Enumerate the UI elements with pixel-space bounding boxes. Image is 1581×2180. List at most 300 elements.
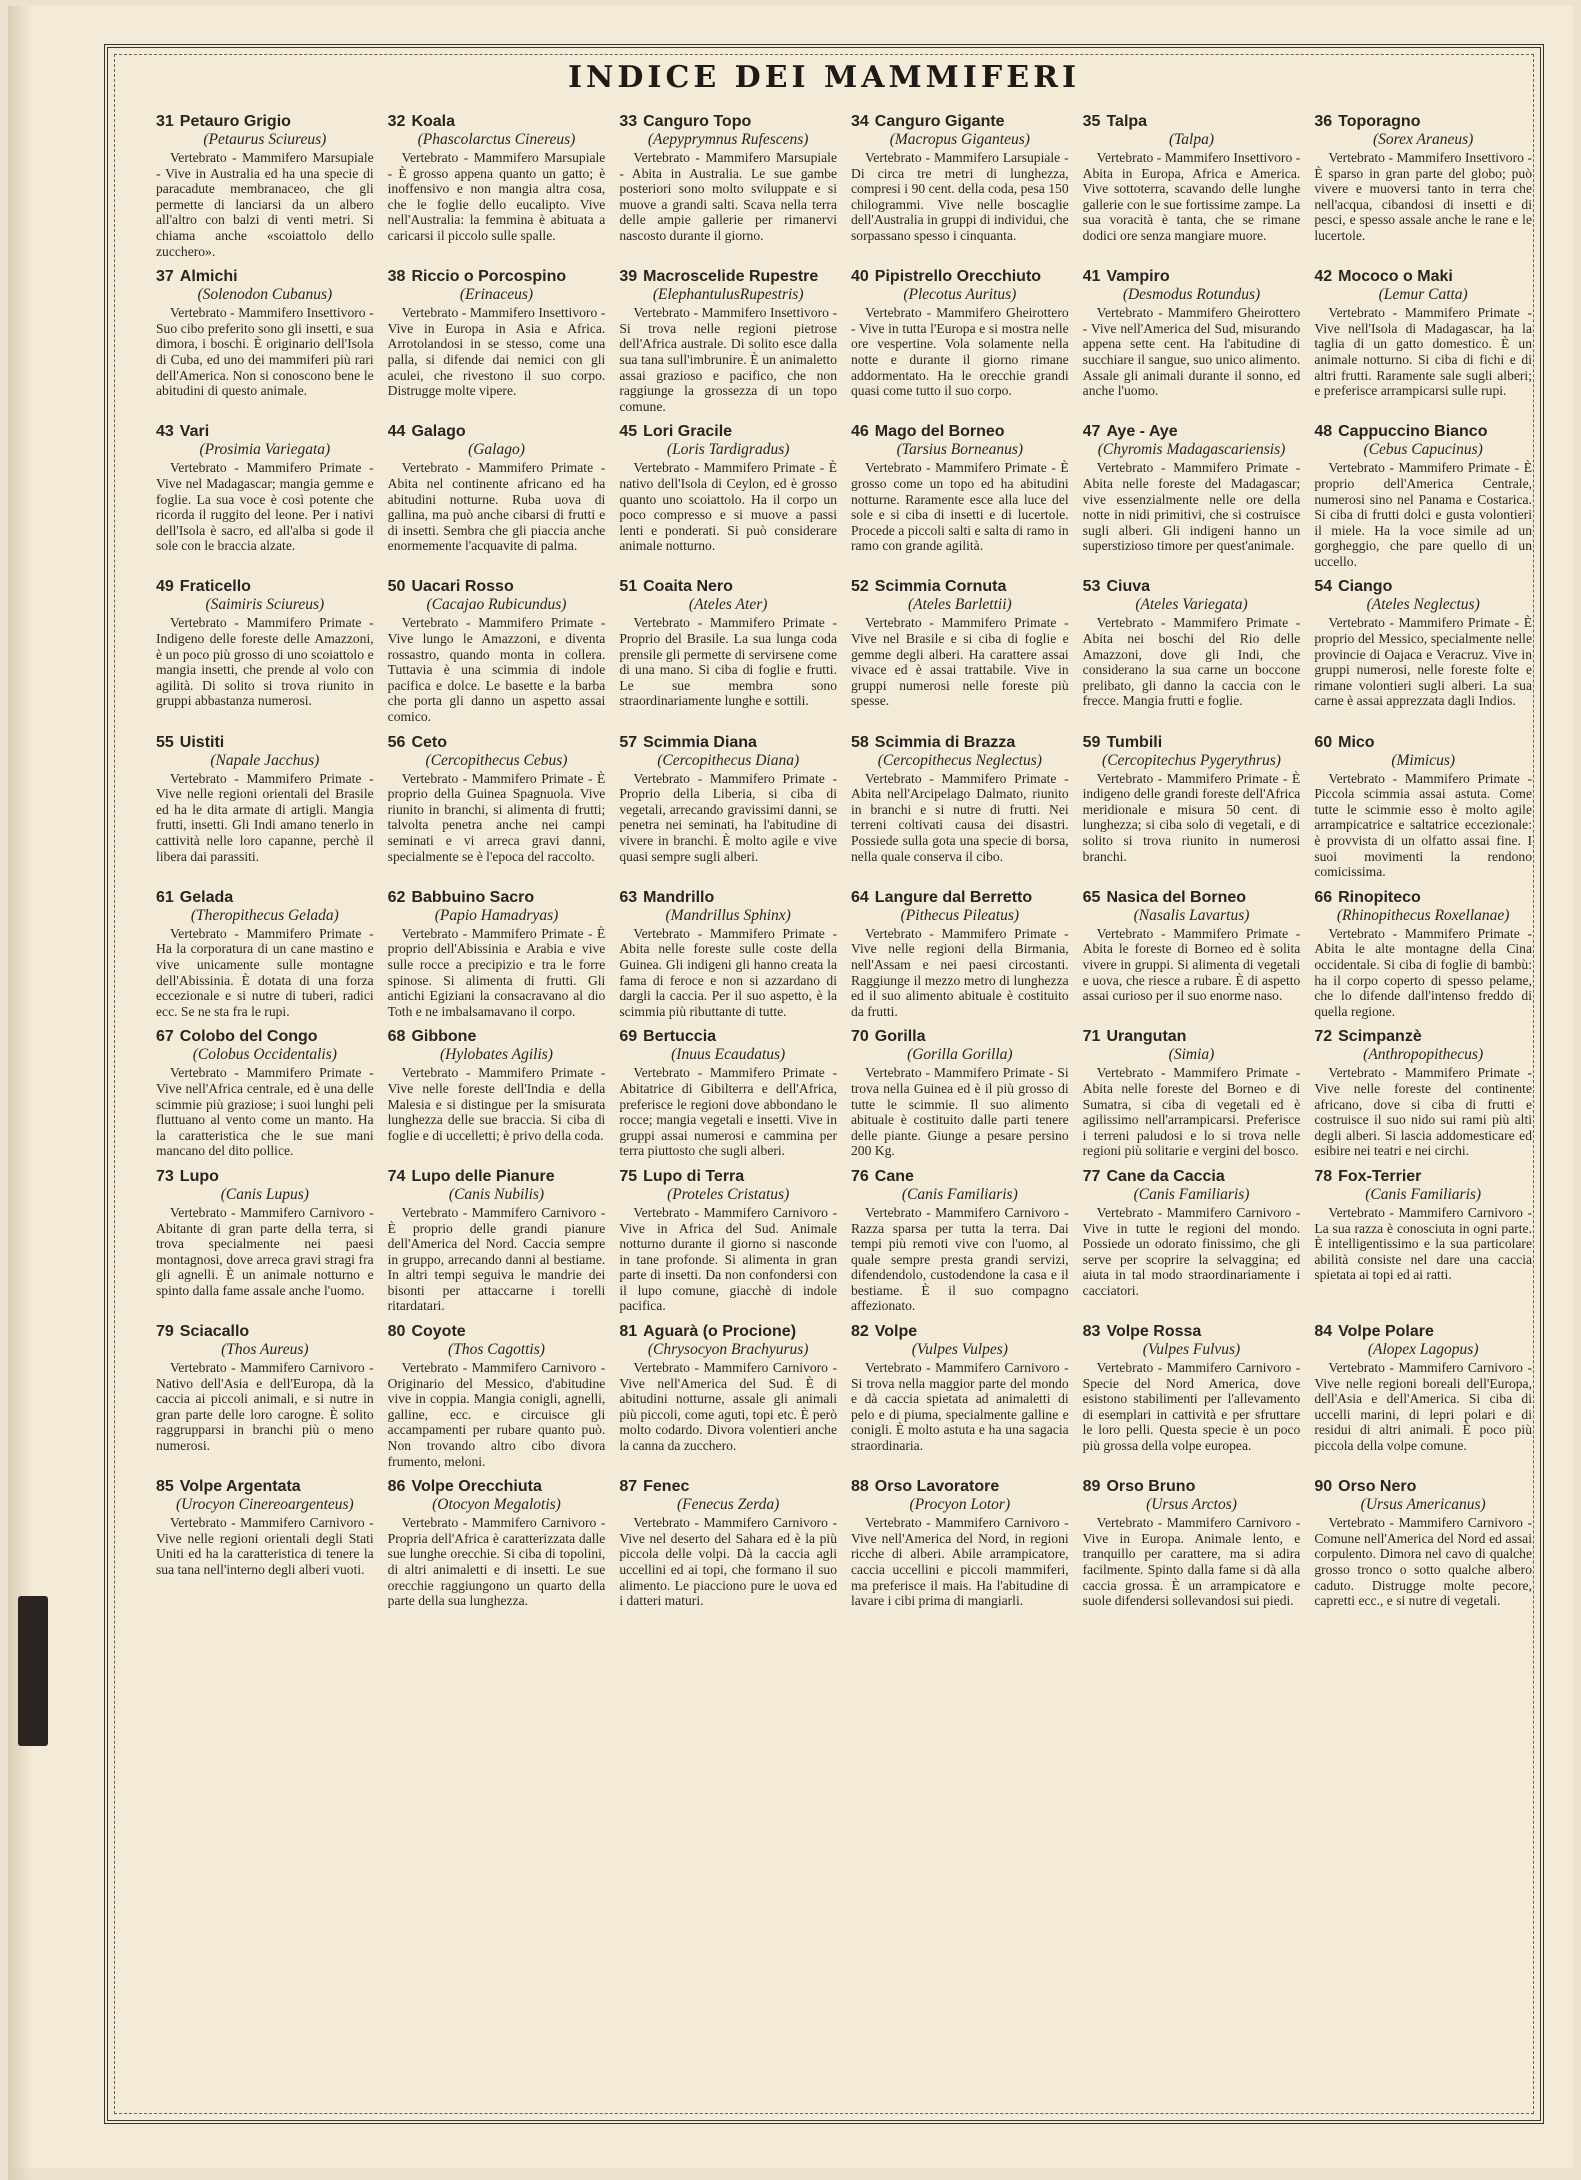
entry-title (619, 1027, 837, 1046)
entry-title (388, 112, 606, 131)
entry-title (1314, 1167, 1532, 1186)
mammal-entry (154, 1475, 376, 1613)
entry-title (388, 1167, 606, 1186)
entry-description: Vertebrato - Mammifero Marsupiale - Vive in Australia ed ha una specie di paracadute membranaceo, che gli permette di lanciarsi da un albero all'altro con balzi di venti metri. Si chiama anche «scoiattolo dello zucchero». (156, 150, 374, 259)
entry-title (1083, 1167, 1301, 1186)
entry-number: 34 (851, 113, 869, 130)
entry-number: 42 (1314, 268, 1333, 286)
entry-title (619, 1322, 837, 1341)
entry-description: Vertebrato - Mammifero Primate - Vive nel Madagascar; mangia gemme e foglie. La sua voce è così potente che ricorda il ruggito del leone. Per i nativi dell'Isola è sacro, ed all'alba si gode il sole con le braccia alzate. (156, 460, 374, 554)
mammal-entry (1081, 1165, 1303, 1318)
entry-common-name: Scimmia di Brazza (874, 733, 1016, 751)
entry-description: Vertebrato - Mammifero Insettivoro - Si trova nelle regioni pietrose dell'Africa australe. Di solito esce dalla sua tana sull'imbrunire. È un animaletto assai grazioso e pacifico, che non raggiunge la grossezza di un topo comune. (619, 305, 837, 414)
entry-title (851, 1167, 1069, 1186)
entry-number: 76 (851, 1167, 869, 1185)
entry-title (388, 577, 606, 596)
mammal-entry (1312, 265, 1534, 418)
mammal-entry (386, 420, 608, 573)
entry-common-name: Petauro Grigio (179, 113, 291, 130)
entry-common-name: Scimmia Diana (643, 733, 757, 751)
entry-latin-name: (Napale Jacchus) (210, 751, 320, 769)
entry-common-name: Talpa (1106, 113, 1148, 130)
tape-mark (18, 1596, 48, 1746)
entry-title (851, 1027, 1069, 1046)
entry-common-name: Tumbili (1106, 733, 1163, 751)
entry-title (388, 1477, 606, 1496)
entry-title (619, 733, 837, 752)
mammal-entry (617, 731, 839, 884)
entry-description: Vertebrato - Mammifero Primate - Ha la corporatura di un cane mastino e vive unicamente sulle montagne dell'Abissinia. È dotata di una forza eccezionale e si nutre di tuberi, radici ecc. Se ne sta fra le rupi. (156, 925, 374, 1019)
entry-number: 70 (851, 1028, 869, 1046)
entry-title (619, 112, 837, 131)
entry-common-name: Vampiro (1106, 268, 1170, 286)
entry-latin-name: (Thos Cagottis) (448, 1341, 545, 1359)
mammal-entry (154, 110, 376, 263)
entry-latin-name: (Hylobates Agilis) (440, 1046, 553, 1064)
entry-description: Vertebrato - Mammifero Primate - Vive nell'Isola di Madagascar, ha la taglia di un gatto domestico. È un animale notturno. Si ciba di fichi e di altri frutti. Raramente sale sugli alberi; e preferisce arrampicarsi sulle rupi. (1314, 305, 1532, 399)
entry-latin-name: (Anthropopithecus) (1363, 1046, 1484, 1064)
entry-number: 67 (156, 1028, 174, 1046)
mammal-entry (154, 420, 376, 573)
entry-title (1314, 577, 1532, 596)
mammal-entry (386, 886, 608, 1024)
entry-number: 36 (1314, 113, 1333, 130)
mammal-entry (154, 1165, 376, 1318)
entry-latin-name: (Phascolarctus Cinereus) (417, 131, 576, 148)
entry-number: 54 (1314, 578, 1333, 596)
entry-latin-name: (Procyon Lotor) (909, 1496, 1011, 1514)
entry-number: 56 (387, 733, 406, 751)
entry-number: 41 (1082, 268, 1101, 286)
entry-number: 64 (851, 888, 869, 906)
entry-description: Vertebrato - Mammifero Primate - Piccola scimmia assai astuta. Come tutte le scimmie esso è molto agile arrampicatrice e saltatrice eccezionale: è provvista di un olfatto assai fine. I suoi movimenti la rendono comicissima. (1314, 770, 1532, 880)
entry-common-name: Volpe Orecchiuta (411, 1478, 542, 1496)
entry-common-name: Ceto (411, 733, 448, 751)
entry-latin-name: (Ateles Variegata) (1135, 596, 1248, 614)
entry-latin-name: (Ursus Arctos) (1146, 1496, 1237, 1514)
entry-common-name: Langure dal Berretto (874, 888, 1033, 906)
entry-common-name: Riccio o Porcospino (411, 268, 567, 286)
entry-common-name: Volpe Polare (1338, 1323, 1434, 1341)
entry-title (1314, 267, 1532, 286)
mammal-entry (617, 110, 839, 263)
entry-number: 90 (1314, 1478, 1333, 1496)
entry-description: Vertebrato - Mammifero Primate - Abita le alte montagne della Cina occidentale. Si ciba di foglie di bambù: ha il corpo coperto di spesso pelame, che lo difende dall'intenso freddo di quella regione. (1314, 925, 1532, 1019)
entry-latin-name: (Desmodus Rotundus) (1122, 286, 1261, 304)
entry-title (619, 888, 837, 907)
mammal-entry (849, 575, 1071, 728)
entry-number: 65 (1082, 888, 1101, 906)
entry-title (1083, 1477, 1301, 1496)
entry-latin-name: (Ateles Barlettii) (907, 596, 1012, 614)
entry-common-name: Koala (411, 113, 456, 130)
entry-title (1083, 267, 1301, 286)
entry-title (156, 1322, 374, 1341)
entry-number: 85 (156, 1478, 174, 1496)
mammal-entry (386, 1025, 608, 1163)
entry-latin-name: (Galago) (468, 441, 525, 459)
entry-number: 37 (156, 268, 174, 286)
mammal-entry (1081, 575, 1303, 728)
entry-description: Vertebrato - Mammifero Primate - Vive nelle regioni della Birmania, nell'Assam e nei paesi circostanti. Raggiunge il mezzo metro di lunghezza ed il suo alimento abituale è costituito da frutti. (851, 925, 1069, 1019)
entry-title (388, 1322, 606, 1341)
entry-latin-name: (Otocyon Megalotis) (432, 1496, 561, 1514)
entry-latin-name: (Alopex Lagopus) (1367, 1341, 1479, 1359)
entry-description: Vertebrato - Mammifero Carnivoro - La sua razza è conosciuta in ogni parte. È intelligentissimo e la sua particolare abilità consiste nel dare una caccia spietata ai topi ed ai ratti. (1314, 1204, 1532, 1283)
entry-title (1083, 1322, 1301, 1341)
entry-common-name: Macroscelide Rupestre (643, 268, 819, 286)
entry-latin-name: (Mimicus) (1391, 751, 1456, 769)
entry-title (619, 577, 837, 596)
entry-description: Vertebrato - Mammifero Primate - È indigeno delle grandi foreste dell'Africa meridionale e misura 50 cent. di lunghezza; si ciba solo di vegetali, e di solito si trova riunito in numerosi branchi. (1082, 770, 1301, 864)
entry-description: Vertebrato - Mammifero Carnivoro - Vive nelle regioni orientali degli Stati Uniti ed ha la caratteristica di tenere la sua tana nell'interno degli alberi vuoti. (156, 1515, 374, 1577)
entry-number: 40 (851, 268, 869, 286)
entry-latin-name: (Colobus Occidentalis) (192, 1046, 337, 1064)
entry-number: 84 (1314, 1323, 1333, 1341)
entry-latin-name: (Cercopitechus Pygerythrus) (1102, 751, 1281, 769)
entry-common-name: Cane da Caccia (1106, 1167, 1225, 1185)
mammal-entry (617, 1165, 839, 1318)
mammal-entry (386, 1165, 608, 1318)
entry-number: 86 (387, 1478, 406, 1496)
entry-title (156, 1167, 374, 1186)
entry-latin-name: (Canis Familiaris) (1365, 1185, 1482, 1203)
entry-common-name: Cane (874, 1167, 914, 1185)
entry-title (851, 1322, 1069, 1341)
entry-common-name: Urangutan (1106, 1028, 1187, 1046)
entry-number: 63 (619, 888, 638, 906)
entry-description: Vertebrato - Mammifero Primate - Abita nelle foreste del Madagascar; vive essenzialmente nelle ore della notte in nidi primitivi, che si costruisce sugli alberi. Gli indigeni hanno un superstizioso timore per quest'animale. (1082, 460, 1301, 554)
entry-title (156, 733, 374, 752)
entry-title (1314, 1322, 1532, 1341)
mammal-entry (1312, 110, 1534, 263)
mammal-entry (617, 1025, 839, 1163)
entry-description: Vertebrato - Mammifero Marsupiale - È grosso appena quanto un gatto; è inoffensivo e non mangia altra cosa, che le foglie dello eucalipto. Vive nell'Australia: la femmina è abituata a caricarsi il piccolo sulle spalle. (387, 150, 606, 243)
entry-latin-name: (Canis Nubilis) (448, 1185, 545, 1203)
entry-latin-name: (Pithecus Pileatus) (900, 906, 1020, 924)
mammal-entry (386, 1320, 608, 1473)
entry-description: Vertebrato - Mammifero Carnivoro - Specie del Nord America, dove esistono stabilimenti per l'allevamento di esemplari in cattività e per sfruttare le loro pelli. Questa specie è un poco più grossa della volpe europea. (1082, 1360, 1301, 1454)
entry-number: 33 (619, 113, 638, 130)
entry-description: Vertebrato - Mammifero Primate - Abitatrice di Gibilterra e dell'Africa, preferisce le regioni dove abbondano le rocce; mangia vegetali e insetti. Vive in gruppi assai numerosi e cammina per terra piuttosto che sugli alberi. (619, 1065, 837, 1159)
entry-title (156, 267, 374, 286)
mammal-entry (1312, 575, 1534, 728)
entry-title (619, 1477, 837, 1496)
entry-description: Vertebrato - Mammifero Primate - È proprio dell'Abissinia e Arabia e vive sulle rocce a precipizio e tra le forre spinose. Si alimenta di frutti. Gli antichi Egiziani la consacravano al dio Toth e ne imbalsamavano il corpo. (387, 925, 606, 1019)
entry-description: Vertebrato - Mammifero Primate - Vive nelle foreste del continente africano, dove si ciba di frutti e costruisce il suo nido sui rami più alti degli alberi. Si lascia addomesticare ed esibire nei teatri e nei circhi. (1314, 1065, 1532, 1159)
mammal-entry (154, 886, 376, 1024)
entry-description: Vertebrato - Mammifero Gheirottero - Vive in tutta l'Europa e si mostra nelle ore vespertine. Vola solamente nella notte e durante il giorno rimane addormentato. Ha le orecchie grandi quasi come tutto il suo corpo. (851, 305, 1069, 399)
entry-latin-name: (Cebus Capucinus) (1363, 441, 1483, 459)
entry-description: Vertebrato - Mammifero Primate - Vive nell'Africa centrale, ed è una delle scimmie più graziose; i suoi lunghi peli fluttuano al vento come un manto. Ha la caratteristica che le sue mani mancano del dito pollice. (156, 1065, 374, 1159)
entry-common-name: Volpe (874, 1323, 918, 1341)
entry-number: 71 (1082, 1028, 1101, 1046)
entry-title (851, 888, 1069, 907)
entry-latin-name: (Cercopithecus Cebus) (425, 751, 568, 769)
entry-number: 81 (619, 1323, 638, 1341)
entry-title (1314, 112, 1532, 131)
entry-common-name: Aye - Aye (1106, 423, 1178, 441)
entry-common-name: Almichi (179, 268, 238, 286)
mammal-entry (617, 1475, 839, 1613)
entry-title (156, 888, 374, 907)
mammal-entry (1081, 1475, 1303, 1613)
entry-number: 39 (619, 268, 638, 286)
mammal-entry (386, 110, 608, 263)
entry-description: Vertebrato - Mammifero Carnivoro - Vive nel deserto del Sahara ed è la più piccola delle volpi. Dà la caccia agli uccellini ed ai topi, che formano il suo alimento. Le piacciono pure le uova ed i datteri maturi. (619, 1515, 837, 1609)
entry-latin-name: (Fenecus Zerda) (677, 1496, 780, 1514)
entry-common-name: Scimmia Cornuta (874, 578, 1007, 596)
entry-common-name: Mico (1338, 733, 1375, 751)
entry-title (851, 1477, 1069, 1496)
entry-number: 58 (851, 733, 869, 751)
entry-latin-name: (Saimiris Sciureus) (205, 596, 325, 614)
entry-number: 45 (619, 423, 638, 441)
mammal-entry (849, 420, 1071, 573)
mammal-entry (617, 886, 839, 1024)
entry-title (388, 888, 606, 907)
mammal-entry (849, 1475, 1071, 1613)
mammal-entry (154, 265, 376, 418)
entry-common-name: Colobo del Congo (179, 1028, 318, 1046)
entry-common-name: Toporagno (1338, 113, 1421, 130)
entry-number: 47 (1082, 423, 1101, 441)
entry-common-name: Canguro Gigante (874, 113, 1005, 130)
mammal-entry (1312, 1165, 1534, 1318)
entry-number: 57 (619, 733, 638, 751)
entry-latin-name: (Prosimia Variegata) (199, 441, 331, 459)
entry-common-name: Lupo delle Pianure (411, 1167, 555, 1185)
entry-latin-name: (Mandrillus Sphinx) (665, 906, 791, 924)
entry-latin-name: (Theropithecus Gelada) (190, 906, 339, 924)
entry-common-name: Nasica del Borneo (1106, 888, 1247, 906)
mammal-entry (154, 575, 376, 728)
entry-latin-name: (Proteles Cristatus) (667, 1185, 790, 1203)
entry-number: 61 (156, 888, 174, 906)
entry-common-name: Vari (179, 423, 210, 441)
entry-common-name: Fenec (643, 1478, 690, 1496)
entry-description: Vertebrato - Mammifero Primate - Abita nell'Arcipelago Dalmato, riunito in branchi e si nutre di frutti. Nei terreni coltivati causa dei disastri. Possiede sulla gota una specie di borsa, nella quale conserva il cibo. (851, 770, 1069, 864)
mammal-entry (849, 886, 1071, 1024)
entry-title (1083, 422, 1301, 441)
entry-description: Vertebrato - Mammifero Carnivoro - Nativo dell'Asia e dell'Europa, dà la caccia ai piccoli animali, e si nutre in gran parte delle loro carogne. È solito raggrupparsi in branchi più o meno numerosi. (156, 1360, 374, 1454)
entry-description: Vertebrato - Mammifero Primate - Vive nelle foreste dell'India e della Malesia e si distingue per la smisurata lunghezza delle sue braccia. Si ciba di foglie e di uccelletti; è privo della coda. (387, 1065, 606, 1143)
mammal-entry (849, 1165, 1071, 1318)
entry-description: Vertebrato - Mammifero Primate - È grosso come un topo ed ha abitudini notturne. Raramente esce alla luce del sole e si ciba di insetti e di lucertole. Procede a piccoli salti e salta di ramo in ramo con grande agilità. (851, 460, 1069, 554)
entry-common-name: Rinopiteco (1338, 888, 1421, 906)
entry-latin-name: (Ateles Ater) (688, 596, 768, 614)
entry-number: 53 (1082, 578, 1101, 596)
mammal-entry (1312, 1320, 1534, 1473)
entry-common-name: Volpe Rossa (1106, 1323, 1202, 1341)
entry-common-name: Aguarà (o Procione) (643, 1323, 797, 1341)
entry-common-name: Bertuccia (643, 1028, 717, 1046)
entry-common-name: Orso Nero (1338, 1478, 1417, 1496)
entry-number: 43 (156, 423, 174, 441)
mammal-entry (1081, 1320, 1303, 1473)
entry-description: Vertebrato - Mammifero Gheirottero - Vive nell'America del Sud, misurando appena sette cent. Ha l'abitudine di succhiare il sangue, suo unico alimento. Assale gli animali durante il sonno, ed anche l'uomo. (1082, 305, 1301, 399)
entry-number: 46 (851, 423, 869, 441)
entry-description: Vertebrato - Mammifero Marsupiale - Abita in Australia. Le sue gambe posteriori sono molto sviluppate e si muove a grandi salti. Scava nella terra delle ampie gallerie per rimanervi nascosto durante il giorno. (619, 150, 837, 243)
mammal-entry (386, 575, 608, 728)
entry-description: Vertebrato - Mammifero Carnivoro - È proprio delle grandi pianure dell'America del Nord. Caccia sempre in gruppo, arrecando danni al bestiame. In altri tempi seguiva le mandrie dei bisonti per attaccarne i torelli ritardatari. (387, 1204, 606, 1314)
entry-description: Vertebrato - Mammifero Primate - Si trova nella Guinea ed è il più grosso di tutte le scimmie. Il suo alimento abituale è costituito dalle parti tenere delle piante. Giunge a pesare persino 200 Kg. (851, 1065, 1069, 1159)
entry-latin-name: (Erinaceus) (459, 286, 534, 304)
entry-number: 38 (387, 268, 406, 286)
entry-number: 31 (156, 113, 174, 130)
mammal-entry (617, 265, 839, 418)
entry-common-name: Orso Lavoratore (874, 1478, 1000, 1496)
entry-description: Vertebrato - Mammifero Primate - Abita le foreste di Borneo ed è solita vivere in gruppi. Si alimenta di vegetali e uova, che riesce a rubare. È di aspetto assai curioso per il suo enorme naso. (1082, 925, 1301, 1004)
entry-title (388, 733, 606, 752)
entry-description: Vertebrato - Mammifero Primate - È proprio del Messico, specialmente nelle provincie di Oajaca e Veracruz. Vive in gruppi numerosi, nelle foreste folte e rimane volontieri sugli alberi. La sua carne è assai apprezzata dagli Indios. (1314, 615, 1532, 709)
entry-common-name: Gibbone (411, 1028, 477, 1046)
entry-number: 88 (851, 1478, 869, 1496)
entry-latin-name: (Aepyprymnus Rufescens) (647, 131, 809, 148)
entry-number: 83 (1082, 1323, 1101, 1341)
mammal-entry (1081, 1025, 1303, 1163)
entry-common-name: Pipistrello Orecchiuto (874, 268, 1042, 286)
entry-number: 74 (387, 1167, 406, 1185)
entry-title (1314, 1027, 1532, 1046)
entry-latin-name: (Plecotus Auritus) (903, 286, 1017, 304)
entry-description: Vertebrato - Mammifero Primate - Proprio del Brasile. La sua lunga coda prensile gli permette di servirsene come di una mano. Si ciba di foglie e frutti. Le sue membra sono straordinariamente lunghe e sottili. (619, 615, 837, 709)
entry-latin-name: (Loris Tardigradus) (666, 441, 790, 459)
entry-description: Vertebrato - Mammifero Primate - Abita nel continente africano ed ha abitudini notturne. Ruba uova di gallina, ma può anche cibarsi di frutti e di insetti. Sembra che gli piaccia anche enormemente l'acquavite di palma. (387, 460, 606, 554)
entry-common-name: Ciango (1338, 578, 1393, 596)
entry-latin-name: (Simia) (1168, 1046, 1215, 1064)
entry-description: Vertebrato - Mammifero Carnivoro - Vive nell'America del Nord, in regioni ricche di alberi. Abile arrampicatore, caccia uccellini e piccoli mammiferi, ma preferisce il mais. Ha l'abitudine di lavare i cibi prima di mangiarli. (851, 1515, 1069, 1609)
magazine-page (8, 6, 1573, 2168)
entry-common-name: Mago del Borneo (874, 423, 1005, 441)
entry-description: Vertebrato - Mammifero Insettivoro - Vive in Europa in Asia e Africa. Arrotolandosi in se stesso, come una palla, si difende dai nemici con gli aculei, che rivestono il suo corpo. Distrugge molte vipere. (387, 305, 606, 399)
entry-latin-name: (Papio Hamadryas) (434, 906, 559, 924)
page-edge-wear (8, 6, 32, 2180)
entry-number: 87 (619, 1478, 638, 1496)
entry-common-name: Canguro Topo (643, 113, 752, 130)
entry-description: Vertebrato - Mammifero Primate - Vive lungo le Amazzoni, e diventa rossastro, quando monta in collera. Tuttavia è una scimmia di indole pacifica e dolce. Le basette e la barba che porta gli danno un aspetto assai comico. (387, 615, 606, 725)
entry-latin-name: (Chrysocyon Brachyurus) (647, 1341, 809, 1359)
entry-title (619, 1167, 837, 1186)
entry-latin-name: (Petaurus Sciureus) (203, 131, 327, 148)
entry-description: Vertebrato - Mammifero Carnivoro - Vive nelle regioni boreali dell'Europa, dell'Asia e dell'America. Si ciba di uccelli marini, di lepri polari e di residui di altri animali. È poco più piccola della volpe comune. (1314, 1360, 1532, 1454)
mammal-entry (849, 110, 1071, 263)
entry-title (619, 422, 837, 441)
mammal-entry (154, 1025, 376, 1163)
entry-common-name: Scimpanzè (1338, 1028, 1422, 1046)
mammal-entry (849, 1025, 1071, 1163)
entry-latin-name: (Lemur Catta) (1378, 286, 1468, 304)
entry-number: 48 (1314, 423, 1333, 441)
entry-description: Vertebrato - Mammifero Carnivoro - Abitante di gran parte della terra, si trova specialmente nei paesi montagnosi, dove arreca gravi stragi fra gli agnelli. È un animale notturno e spinto dalla fame assale anche l'uomo. (156, 1204, 374, 1298)
entry-description: Vertebrato - Mammifero Primate - Abita nelle foreste del Borneo e di Sumatra, si ciba di vegetali ed è agilissimo nell'arrampicarsi. Preferisce i terreni paludosi e lo si trova nelle regioni più solitarie e vergini del bosco. (1082, 1065, 1301, 1159)
entry-description: Vertebrato - Mammifero Insettivoro - Suo cibo preferito sono gli insetti, e sua dimora, i boschi. È originario dell'Isola di Cuba, ed uno dei mammiferi più rari dell'America. Non si conoscono bene le abitudini di questo animale. (156, 305, 374, 399)
mammal-entry (1081, 731, 1303, 884)
entry-title (1083, 733, 1301, 752)
entry-number: 59 (1082, 733, 1101, 751)
entry-latin-name: (Solenodon Cubanus) (197, 286, 333, 304)
entry-title (156, 1477, 374, 1496)
mammal-entry (849, 731, 1071, 884)
entry-description: Vertebrato - Mammifero Carnivoro - Razza sparsa per tutta la terra. Dai tempi più remoti vive con l'uomo, al quale sempre presta grandi servizi, difendendolo, custodendone la casa e il bestiame. È il suo compagno affezionato. (851, 1204, 1069, 1314)
entry-title (851, 267, 1069, 286)
entry-common-name: Fraticello (179, 578, 251, 596)
page-title: INDICE DEI MAMMIFERI (567, 60, 1081, 95)
entry-description: Vertebrato - Mammifero Primate - Proprio della Liberia, si ciba di vegetali, arrecando gravissimi danni, se penetra nei seminati, ha l'abitudine di vivere in branchi. È molto agile e vive quasi sempre sugli alberi. (619, 770, 837, 864)
entry-number: 73 (156, 1167, 174, 1185)
mammal-entry (617, 420, 839, 573)
entry-common-name: Lupo di Terra (643, 1167, 745, 1185)
entry-title (1083, 888, 1301, 907)
entry-number: 78 (1314, 1167, 1333, 1185)
entry-title (851, 422, 1069, 441)
entry-latin-name: (Cercopithecus Diana) (657, 751, 800, 769)
entry-number: 72 (1314, 1028, 1333, 1046)
mammal-index-grid (154, 110, 1534, 2120)
mammal-entry (1312, 886, 1534, 1024)
entry-latin-name: (Vulpes Fulvus) (1142, 1341, 1241, 1359)
entry-number: 55 (156, 733, 174, 751)
entry-description: Vertebrato - Mammifero Primate - Abita nelle foreste sulle coste della Guinea. Gli indigeni gli hanno creata la fama di feroce e non si azzardano di dargli la caccia. Per il suo aspetto, è la scimmia più ributtante di tutte. (619, 925, 837, 1019)
mammal-entry (617, 575, 839, 728)
entry-common-name: Coyote (411, 1323, 466, 1341)
entry-common-name: Gelada (179, 888, 234, 906)
entry-latin-name: (Canis Familiaris) (901, 1185, 1018, 1203)
entry-common-name: Cappuccino Bianco (1338, 423, 1488, 441)
mammal-entry (1081, 420, 1303, 573)
mammal-entry (849, 265, 1071, 418)
entry-common-name: Volpe Argentata (179, 1478, 301, 1496)
entry-description: Vertebrato - Mammifero Carnivoro - Si trova nella maggior parte del mondo e dà caccia spietata ad animaletti di pelo e di piuma, specialmente galline e conigli. È molto astuta e ha una sagacia straordinaria. (851, 1360, 1069, 1454)
entry-description: Vertebrato - Mammifero Larsupiale - Di circa tre metri di lunghezza, compresi i 90 cent. della coda, pesa 150 chilogrammi. Vive nelle boscaglie dell'Australia in gruppi di individui, che sorpassano spesso i cinquanta. (851, 150, 1069, 243)
entry-number: 77 (1082, 1167, 1101, 1185)
entry-number: 80 (387, 1323, 406, 1341)
entry-description: Vertebrato - Mammifero Carnivoro - Propria dell'Africa è caratterizzata dalle sue lunghe orecchie. Si ciba di topolini, di altri animaletti e di insetti. Le sue orecchie raggiungono un quarto della parte della sua lunghezza. (387, 1515, 606, 1609)
entry-latin-name: (Canis Lupus) (220, 1185, 309, 1203)
ornamental-border (104, 44, 1544, 2124)
entry-latin-name: (Vulpes Vulpes) (911, 1341, 1008, 1359)
entry-title (156, 1027, 374, 1046)
mammal-entry (1312, 1025, 1534, 1163)
entry-latin-name: (Thos Aureus) (221, 1341, 309, 1359)
mammal-entry (386, 1475, 608, 1613)
entry-common-name: Sciacallo (179, 1323, 250, 1341)
entry-common-name: Galago (411, 423, 466, 441)
entry-common-name: Lori Gracile (643, 423, 733, 441)
entry-common-name: Babbuino Sacro (411, 888, 535, 906)
mammal-entry (386, 731, 608, 884)
entry-description: Vertebrato - Mammifero Carnivoro - Vive in Africa del Sud. Animale notturno durante il giorno si nasconde in tane profonde. Si alimenta in gran parte di insetti. Da non confondersi con il lupo comune, giacchè di indole pacifica. (619, 1204, 837, 1314)
entry-number: 52 (851, 578, 869, 596)
entry-description: Vertebrato - Mammifero Primate - Indigeno delle foreste delle Amazzoni, è un poco più grosso di uno scoiattolo e mangia insetti, che prende al volo con agilità. Di solito si trova riunito in gruppi abbastanza numerosi. (156, 615, 374, 709)
mammal-entry (1312, 731, 1534, 884)
entry-latin-name: (Sorex Araneus) (1373, 131, 1474, 148)
entry-latin-name: (Urocyon Cinereoargenteus) (175, 1496, 354, 1514)
entry-description: Vertebrato - Mammifero Carnivoro - Vive nell'America del Sud. È di abitudini notturne, assale gli animali più piccoli, come aguti, topi etc. È però molto codardo. Divora volentieri anche la canna da zucchero. (619, 1360, 837, 1454)
mammal-entry (1312, 420, 1534, 573)
entry-latin-name: (Nasalis Lavartus) (1133, 906, 1250, 924)
entry-number: 79 (156, 1323, 174, 1341)
entry-title (1083, 577, 1301, 596)
entry-number: 75 (619, 1167, 638, 1185)
entry-common-name: Uistiti (179, 733, 225, 751)
entry-number: 60 (1314, 733, 1333, 751)
entry-common-name: Gorilla (874, 1028, 926, 1046)
entry-number: 66 (1314, 888, 1333, 906)
entry-number: 69 (619, 1028, 638, 1046)
entry-title (1083, 1027, 1301, 1046)
entry-common-name: Mandrillo (643, 888, 715, 906)
